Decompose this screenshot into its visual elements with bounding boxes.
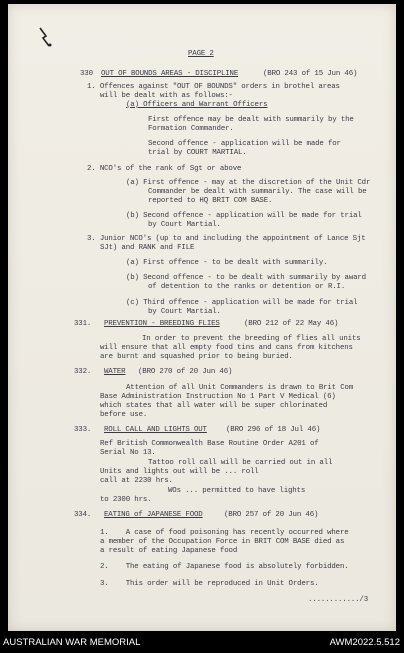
- section-332-line-2: Base Administration Instruction No 1 Part V Medical (6): [100, 393, 336, 401]
- para-2-b-line-2: by Court Martial.: [148, 221, 221, 229]
- continuation-mark: ............/3: [308, 596, 368, 604]
- para-2-line-1: 2. NCO's of the rank of Sgt or above: [87, 165, 242, 173]
- section-334-line-2: a member of the Occupation Force in BRIT COM BASE died as: [100, 538, 345, 546]
- para-3-line-2: SJt) and RANK and FILE: [100, 244, 195, 252]
- section-331-line-3: are burnt and squashed prior to being buried.: [100, 353, 293, 361]
- section-333-line-4: Units and lights out will be ... roll: [100, 468, 259, 476]
- para-3-c-line-2: by Court Martial.: [148, 308, 221, 316]
- section-334-title: EATING of JAPANESE FOOD: [104, 511, 203, 519]
- section-333-line-7: to 2300 hrs.: [100, 496, 152, 504]
- section-333-line-1: Ref British Commonwealth Base Routine Order A201 of: [100, 440, 319, 448]
- section-331-line-1: In order to prevent the breeding of flies all units: [142, 335, 361, 343]
- para-1-a-2-line-1: Second offence - application will be made for: [148, 140, 341, 148]
- section-331-ref: (BRO 212 of 22 May 46): [244, 320, 339, 328]
- section-333-ref: (BRO 296 of 18 Jul 46): [226, 426, 321, 434]
- section-330-number: 330: [80, 70, 93, 78]
- section-330-title: OUT OF BOUNDS AREAS - DISCIPLINE: [101, 70, 239, 78]
- para-2-a-line-1: (a) First offence - may at the discretion of the Unit Cdr: [126, 179, 371, 187]
- section-333-line-6: WOs ... permitted to have lights: [168, 487, 306, 495]
- section-332-ref: (BRO 270 of 20 Jun 46): [138, 368, 233, 376]
- footer-institution: AUSTRALIAN WAR MEMORIAL: [3, 637, 141, 648]
- page-title: PAGE 2: [188, 50, 214, 58]
- section-332-line-3: which states that all water will be super chlorinated: [100, 402, 328, 410]
- para-3-b-line-2: of detention to the ranks or detention or R.I.: [148, 283, 346, 291]
- para-3-b-line-1: (b) Second offence - to be dealt with summarily by award: [126, 274, 366, 282]
- section-334-line-1: 1. A case of food poisoning has recently occurred where: [100, 529, 349, 537]
- para-3-line-1: 3. Junior NCO's (up to and including the appointment of Lance Sjt: [87, 235, 366, 243]
- footer-accession-number: AWM2022.5.512: [329, 637, 400, 648]
- section-334-number: 334.: [74, 511, 92, 519]
- section-334-line-4: 2. The eating of Japanese food is absolutely forbidden.: [100, 563, 349, 571]
- para-3-a: (a) First offence - to be dealt with summarily.: [126, 259, 328, 267]
- para-1-a-1-line-1: First offence may be dealt with summarily by the: [148, 116, 354, 124]
- section-330-ref: (BRO 243 of 15 Jun 46): [263, 70, 358, 78]
- section-334-ref: (BRO 257 of 20 Jun 46): [224, 511, 319, 519]
- section-331-title: PREVENTION - BREEDING FLIES: [104, 320, 220, 328]
- para-1-line-1: 1. Offences against "OUT OF BOUNDS" orders in brothel areas: [87, 83, 340, 91]
- section-332-number: 332.: [74, 368, 92, 376]
- section-333-number: 333.: [74, 426, 92, 434]
- section-334-line-5: 3. This order will be reproduced in Unit Orders.: [100, 580, 319, 588]
- section-333-line-5: call at 2230 hrs.: [100, 477, 173, 485]
- footer-bar: [0, 631, 404, 653]
- section-332-line-4: before use.: [100, 411, 148, 419]
- para-1-a-1-line-2: Formation Commander.: [148, 125, 234, 133]
- para-1-line-2: will be dealt with as follows:-: [100, 92, 233, 100]
- para-3-c-line-1: (c) Third offence - application will be made for trial: [126, 299, 358, 307]
- para-2-b-line-1: (b) Second offence - application will be made for trial: [126, 212, 362, 220]
- para-1-a-2-line-2: trial by COURT MARTIAL.: [148, 149, 247, 157]
- section-331-number: 331.: [74, 320, 92, 328]
- para-2-a-line-2: Commander be dealt with summarily. The case will be: [148, 188, 367, 196]
- section-332-title: WATER: [104, 368, 126, 376]
- section-333-line-3: Tattoo roll call will be carried out in all: [148, 459, 333, 467]
- section-333-line-2: Serial No 13.: [100, 449, 156, 457]
- pencil-mark: [38, 26, 54, 48]
- section-332-line-1: Attention of all Unit Commanders is drawn to Brit Com: [126, 384, 354, 392]
- para-1-a-heading: (a) Officers and Warrant Officers: [126, 101, 268, 109]
- document-page: [8, 4, 396, 631]
- section-334-line-3: a result of eating Japanese food: [100, 547, 238, 555]
- section-331-line-2: will ensure that all empty food tins and cans from kitchens: [100, 344, 353, 352]
- section-333-title: ROLL CALL AND LIGHTS OUT: [104, 426, 207, 434]
- para-2-a-line-3: reported to HQ BRIT COM BASE.: [148, 197, 273, 205]
